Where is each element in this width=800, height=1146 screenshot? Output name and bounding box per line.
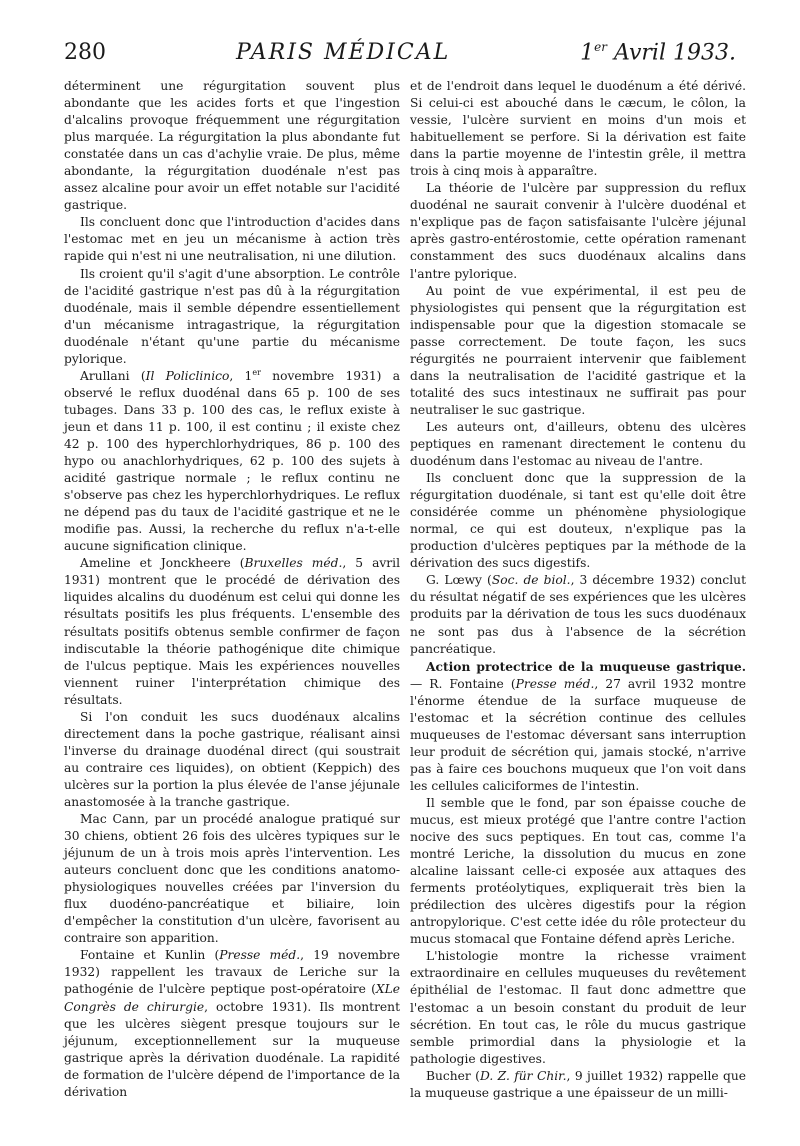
paragraph bbox=[64, 947, 400, 1100]
paragraph: déterminent une régurgitation souvent plus abondante que les acides forts et que l'ingestion d'alcalins provoque fréquemment une régurgitation plus marquée. La régurgitation la plus abondante fut constatée dans un cas d'achylie vraie. De plus, même abondante, la régurgitation duodénale n'est pas assez alcaline pour avoir un effet notable sur l'acidité gastrique. bbox=[64, 79, 400, 213]
citation-author: — R. Fontaine ( bbox=[410, 676, 516, 691]
issue-date-day: 1 bbox=[580, 40, 595, 66]
paragraph: Mac Cann, par un procédé analogue pratiqué sur 30 chiens, obtient 26 fois des ulcères typiques sur le jéjunum de un à trois mois après l'intervention. Les auteurs concluent donc que les conditions anatomo-physiologiques nouvelles créées par l'inversion du flux duodéno-pancréatique et biliaire, loin d'empêcher la constitution d'un ulcère, favorisent au contraire son apparition. bbox=[64, 812, 400, 946]
issue-date-rest: Avril 1933. bbox=[607, 40, 736, 66]
paragraph-text: , 27 avril 1932 montre l'énorme étendue de la surface muqueuse de l'estomac et la sécrétion continue des cellules muqueuses de l'estomac déversant sans interruption leur produit de sécrétion qui, jamais stocké, n'arrive pas à faire ces bouchons muqueux que l'on voit dans les cellules caliciformes de l'intestin. bbox=[410, 676, 746, 793]
paragraph: La théorie de l'ulcère par suppression du reflux duodénal ne saurait convenir à l'ulcère duodénal et n'explique pas de façon satisfaisante l'ulcère jéjunal après gastro-entérostomie, cette opération ramenant constamment des sucs duodénaux alcalins dans l'antre pylorique. bbox=[410, 181, 746, 281]
citation-journal: Presse méd. bbox=[515, 676, 595, 691]
paragraph: Il semble que le fond, par son épaisse couche de mucus, est mieux protégé que l'antre contre l'action nocive des sucs peptiques. En tout cas, comme l'a montré Leriche, la dissolution du mucus en zone alcaline laissant celle-ci exposée aux attaques des ferments protéolytiques, expliquerait très bien la prédilection des ulcères digestifs pour la région antropylorique. C'est cette idée du rôle protecteur du mucus stomacal que Fontaine défend après Leriche. bbox=[410, 795, 746, 947]
citation-author: Arullani ( bbox=[80, 368, 146, 383]
paragraph-text: , 3 décembre 1932) conclut du résultat négatif de ses expériences que les ulcères produits par la dérivation de tous les sucs duodénaux ne sont pas dus à l'absence de la sécrétion pancréatique. bbox=[410, 573, 746, 656]
journal-title: PARIS MÉDICAL bbox=[235, 40, 451, 66]
paragraph-text: novembre 1931) a observé le reflux duodénal dans 65 p. 100 de ses tubages. Dans 33 p. 100 des cas, le reflux existe à jeun et dans 11 p. 100, il est continu ; il existe chez 42 p. 100 des hyperchlorhydriques, 86 p. 100 des hypo ou anachlorhydriques, 62 p. 100 des sujets à acidité gastrique normale ; le reflux continu ne s'observe pas chez les hyperchlorhydriques. Le reflux ne dépend pas du taux de l'acidité gastrique et ne le modifie pas. Aussi, la recherche du reflux n'a-t-elle aucune signification clinique. bbox=[64, 368, 401, 554]
paragraph: Ils concluent donc que la suppression de la régurgitation duodénale, si tant est qu'elle doit être considérée comme un phénomène physiologique normal, ce qui est douteux, n'explique pas la production d'ulcères peptiques par la méthode de la dérivation des sucs digestifs. bbox=[410, 471, 746, 571]
section-heading: Action protectrice de la muqueuse gastrique. bbox=[426, 658, 746, 674]
citation-author: Fontaine et Kunlin ( bbox=[80, 948, 220, 963]
citation-date-sup: er bbox=[252, 367, 261, 377]
paragraph-text: , 5 avril 1931) montrent que le procédé de dérivation des liquides alcalins du duodénum est celui qui donne les résultats positifs les plus fréquents. L'ensemble des résultats positifs obtenus semble confirmer de façon indiscutable la théorie pathogénique dite chimique de l'ulcus peptique. Mais les expériences nouvelles viennent ruiner l'interprétation chimique des résultats. bbox=[64, 556, 400, 707]
issue-date bbox=[580, 40, 736, 65]
page-header bbox=[64, 40, 736, 76]
paragraph bbox=[410, 572, 746, 657]
paragraph: et de l'endroit dans lequel le duodénum a été dérivé. Si celui-ci est abouché dans le cæcum, le côlon, la vessie, l'ulcère survient en moins d'un mois et habituellement se perfore. Si la dérivation est faite dans la partie moyenne de l'intestin grêle, il mettra trois à cinq mois à apparaître. bbox=[410, 79, 746, 179]
page-number: 280 bbox=[64, 40, 106, 66]
paragraph: Si l'on conduit les sucs duodénaux alcalins directement dans la poche gastrique, réalisant ainsi l'inverse du drainage duodénal direct (qui soustrait au contraire ces liquides), on obtient (Keppich) des ulcères sur la portion la plus élevée de l'anse jéjunale anastomosée à la tranche gastrique. bbox=[64, 709, 400, 809]
right-column bbox=[410, 78, 746, 1102]
paragraph bbox=[64, 555, 400, 708]
left-column bbox=[64, 78, 400, 1101]
citation-journal: Il Policlinico bbox=[145, 368, 230, 383]
paragraph: L'histologie montre la richesse vraiment extraordinaire en cellules muqueuses du revêtement épithélial de l'estomac. Il faut donc admettre que l'estomac a un besoin constant du produit de leur sécrétion. En tout cas, le rôle du mucus gastrique semble primordial dans la physiologie et la pathologie digestives. bbox=[410, 949, 746, 1066]
citation-journal: Soc. de biol. bbox=[491, 573, 571, 588]
paragraph: Au point de vue expérimental, il est peu de physiologistes qui pensent que la régurgitation est indispensable pour que la digestion stomacale se passe correctement. De toute façon, les sucs régurgités ne pourraient intervenir que faiblement dans la neutralisation de l'acidité gastrique et la totalité des sucs intestinaux ne suffirait pas pour neutraliser le suc gastrique. bbox=[410, 283, 746, 417]
paragraph-text: , octobre 1931). Ils montrent que les ulcères siègent presque toujours sur le jéjunum, exceptionnellement sur la muqueuse gastrique après la dérivation duodénale. La rapidité de formation de l'ulcère dépend de l'importance de la dérivation bbox=[64, 999, 400, 1099]
citation-journal: Presse méd. bbox=[219, 948, 301, 963]
citation-journal: D. Z. für Chir. bbox=[479, 1068, 567, 1083]
paragraph: Ils concluent donc que l'introduction d'acides dans l'estomac met en jeu un mécanisme à action très rapide qui n'est ni une neutralisation, ni une dilution. bbox=[64, 215, 400, 264]
paragraph bbox=[410, 658, 746, 795]
citation-author: G. Lœwy ( bbox=[426, 573, 492, 588]
paragraph-text: , 19 novembre 1932) rappellent les travaux de Leriche sur la pathogénie de l'ulcère peptique post-opératoire ( bbox=[64, 948, 400, 997]
paragraph bbox=[64, 368, 400, 556]
citation-author: Bucher ( bbox=[426, 1068, 480, 1083]
paragraph: Ils croient qu'il s'agit d'une absorption. Le contrôle de l'acidité gastrique n'est pas dû à la régurgitation duodénale, mais il semble dépendre essentiellement d'un mécanisme intragastrique, la régurgitation duodénale n'étant qu'une partie du mécanisme pylorique. bbox=[64, 266, 400, 366]
paragraph bbox=[410, 1068, 746, 1102]
citation-journal: Bruxelles méd. bbox=[244, 556, 343, 571]
paragraph: Les auteurs ont, d'ailleurs, obtenu des ulcères peptiques en ramenant directement le contenu du duodénum dans l'estomac au niveau de l'antre. bbox=[410, 419, 746, 469]
issue-date-sup: er bbox=[594, 40, 607, 54]
citation-date: , 1 bbox=[229, 368, 253, 383]
citation-congress: XLe Congrès de chirurgie bbox=[64, 982, 400, 1014]
paragraph-text: , 9 juillet 1932) rappelle que la muqueuse gastrique a une épaisseur de un milli- bbox=[410, 1068, 747, 1100]
citation-author: Ameline et Jonckheere ( bbox=[80, 556, 245, 571]
